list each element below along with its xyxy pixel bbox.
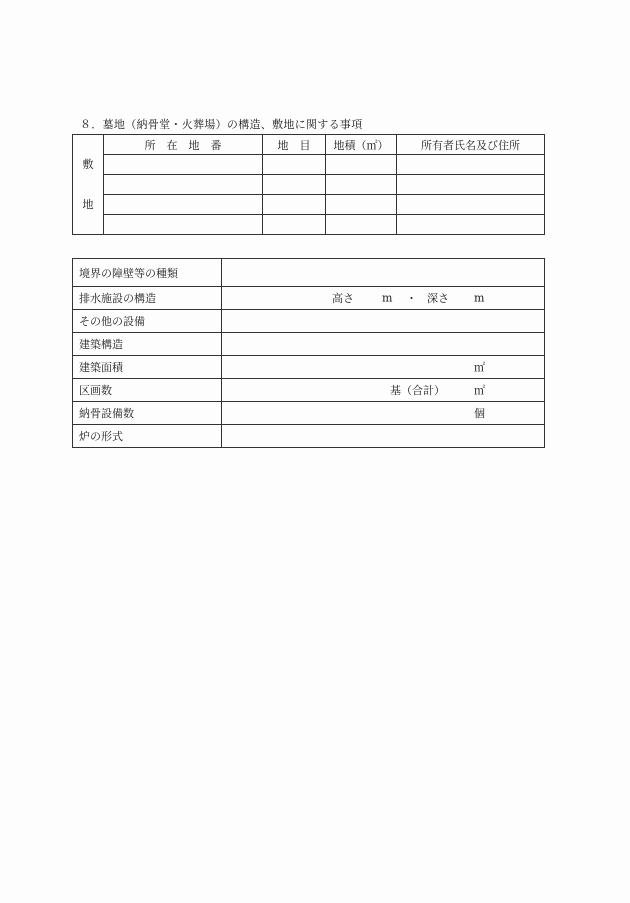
plots-unit: ㎡ [474, 384, 485, 397]
table-row [73, 175, 545, 195]
site-cell[interactable] [263, 175, 326, 195]
site-cell[interactable] [263, 155, 326, 175]
site-row-header [73, 135, 104, 235]
drainage-depth-label: 深さ [427, 292, 449, 305]
site-cell[interactable] [263, 215, 326, 235]
building-structure-value[interactable] [222, 333, 545, 356]
site-cell[interactable] [397, 155, 545, 175]
header-land-area: 地積（㎡） [326, 135, 397, 155]
table-row [73, 425, 545, 448]
ossuary-count-label: 納骨設備数 [73, 402, 222, 425]
section-title: ８．墓地（納骨堂・火葬場）の構造、敷地に関する事項 [80, 118, 363, 131]
table-row [73, 155, 545, 175]
detail-table [72, 258, 545, 448]
site-cell[interactable] [326, 215, 397, 235]
site-cell[interactable] [397, 175, 545, 195]
header-land-category: 地 目 [263, 135, 326, 155]
plots-total-label: 基（合計） [390, 384, 445, 397]
other-equipment-label: その他の設備 [73, 310, 222, 333]
table-row [73, 195, 545, 215]
header-owner: 所有者氏名及び住所 [397, 135, 545, 155]
plots-label: 区画数 [73, 379, 222, 402]
table-row [73, 333, 545, 356]
building-area-value[interactable] [222, 356, 545, 379]
boundary-label: 境界の障壁等の種類 [73, 259, 222, 287]
drainage-separator: ・ [406, 292, 417, 305]
site-row-header-top: 敷 [82, 157, 94, 171]
site-row-header-bottom: 地 [82, 197, 94, 211]
drainage-unit-m2: m [474, 291, 485, 305]
building-structure-label: 建築構造 [73, 333, 222, 356]
table-row [73, 310, 545, 333]
table-row [73, 287, 545, 310]
other-equipment-value[interactable] [222, 310, 545, 333]
site-table-header-row [73, 135, 545, 155]
ossuary-count-value[interactable] [222, 402, 545, 425]
site-cell[interactable] [104, 155, 263, 175]
building-area-label: 建築面積 [73, 356, 222, 379]
ossuary-unit: 個 [474, 407, 485, 420]
site-cell[interactable] [104, 195, 263, 215]
drainage-height-label: 高さ [332, 292, 354, 305]
site-cell[interactable] [397, 215, 545, 235]
plots-value[interactable] [222, 379, 545, 402]
site-cell[interactable] [326, 155, 397, 175]
site-cell[interactable] [104, 215, 263, 235]
table-row [73, 215, 545, 235]
area-unit: ㎡ [474, 361, 485, 374]
boundary-value[interactable] [222, 259, 545, 287]
furnace-type-label: 炉の形式 [73, 425, 222, 448]
furnace-type-value[interactable] [222, 425, 545, 448]
drainage-label: 排水施設の構造 [73, 287, 222, 310]
site-cell[interactable] [397, 195, 545, 215]
site-cell[interactable] [104, 175, 263, 195]
site-cell[interactable] [326, 175, 397, 195]
drainage-value[interactable] [222, 287, 545, 310]
table-row [73, 356, 545, 379]
table-row [73, 259, 545, 287]
table-row [73, 379, 545, 402]
header-location: 所 在 地 番 [104, 135, 263, 155]
site-table [72, 134, 545, 235]
site-cell[interactable] [263, 195, 326, 215]
drainage-unit-m: m [382, 291, 393, 305]
site-cell[interactable] [326, 195, 397, 215]
table-row [73, 402, 545, 425]
